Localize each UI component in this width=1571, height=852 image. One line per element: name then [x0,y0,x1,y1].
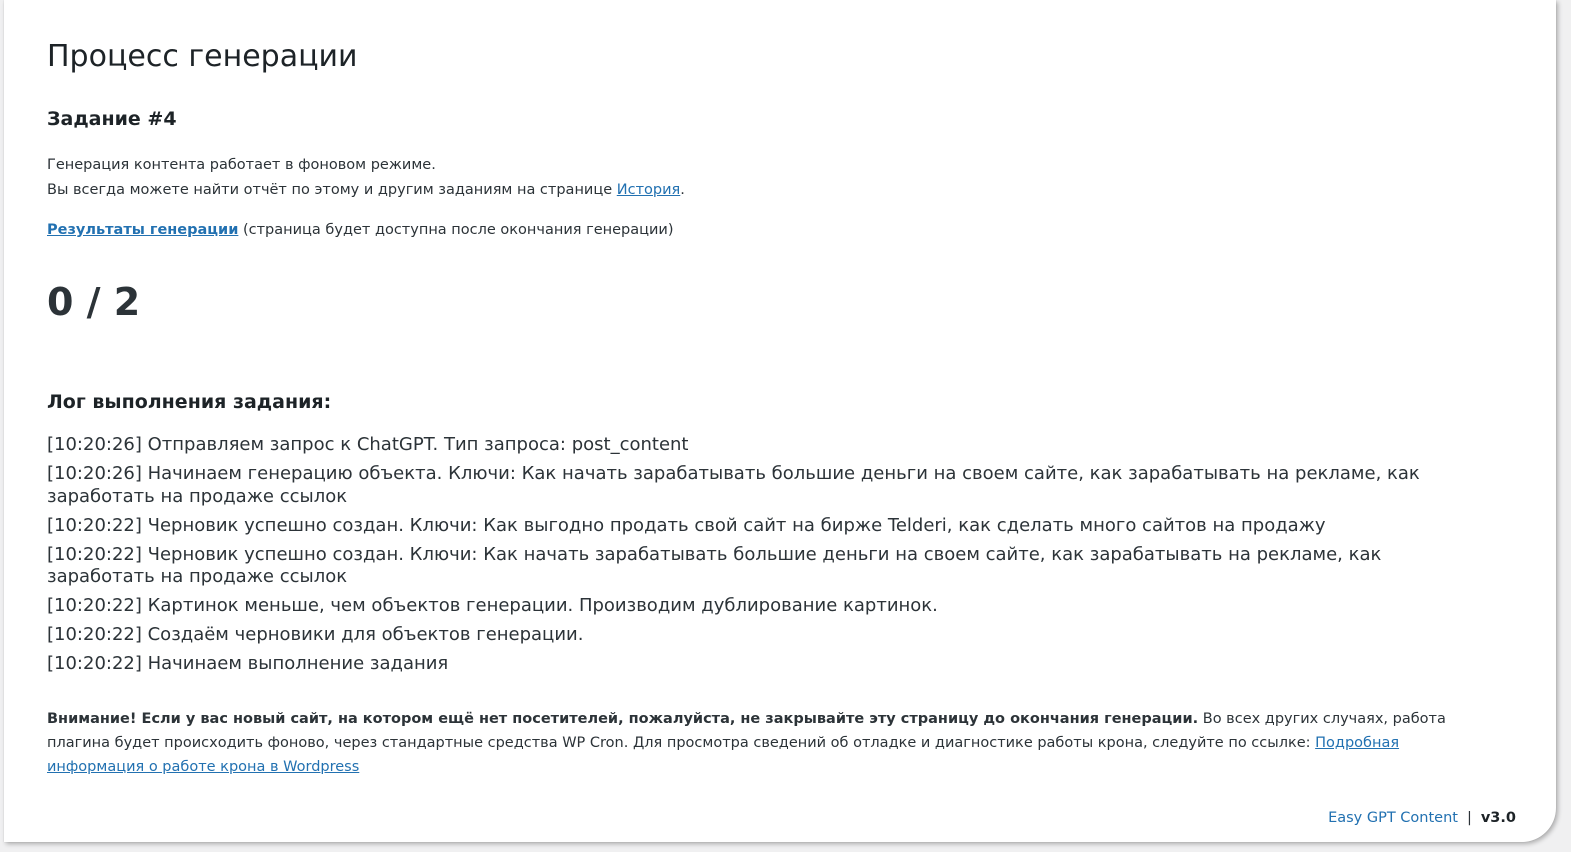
info-line-history [47,178,685,203]
log-entry: [10:20:26] Начинаем генерацию объекта. Ключи: Как начать зарабатывать большие деньги на своем сайте, как зарабатывать на рекламе, как заработать на продаже ссылок [47,463,1420,507]
plugin-brand-link[interactable]: Easy GPT Content [1328,810,1458,826]
cron-info-link[interactable]: Подробная информация о работе крона в Wordpress [47,735,1400,775]
info-history-suffix: . [680,182,685,198]
plugin-version: v3.0 [1480,810,1516,826]
log-entry: [10:20:22] Черновик успешно создан. Ключи: Как выгодно продать свой сайт на бирже Telderi, как сделать много сайтов на продажу [47,514,1326,536]
log-title: Лог выполнения задания: [47,391,332,413]
results-note: (страница будет доступна после окончания генерации) [238,222,674,238]
task-title: Задание #4 [47,108,177,130]
history-link[interactable]: История [616,182,681,198]
content-card [4,0,1556,842]
progress-counter: 0 / 2 [47,280,141,324]
log-entry: [10:20:22] Черновик успешно создан. Ключи: Как начать зарабатывать большие деньги на своем сайте, как зарабатывать на рекламе, как заработать на продаже ссылок [47,543,1382,587]
log-entry: [10:20:22] Картинок меньше, чем объектов генерации. Производим дублирование картинок. [47,595,938,616]
notice-text: Во всех других случаях, работа плагина будет происходить фоново, через стандартные средства WP Cron. Для просмотра сведений об отладке и диагностике работы крона, следуйте по ссылке: [47,711,1446,751]
log-list [47,434,1487,682]
info-text [47,153,685,203]
page-title: Процесс генерации [47,39,358,74]
footer-separator: | [1466,810,1472,826]
notice-warning: Внимание! Если у вас новый сайт, на котором ещё нет посетителей, пожалуйста, не закрывайте эту страницу до окончания генерации. [47,711,1199,727]
info-history-prefix: Вы всегда можете найти отчёт по этому и другим заданиям на странице [47,182,617,198]
log-entry: [10:20:22] Начинаем выполнение задания [47,653,449,674]
results-link[interactable]: Результаты генерации [47,222,239,238]
results-line [47,218,674,242]
plugin-footer [1328,808,1516,828]
log-entry: [10:20:26] Отправляем запрос к ChatGPT. Тип запроса: post_content [47,434,689,455]
info-line-background: Генерация контента работает в фоновом режиме. [47,157,436,173]
log-entry: [10:20:22] Создаём черновики для объектов генерации. [47,624,584,645]
cron-notice [47,707,1477,779]
